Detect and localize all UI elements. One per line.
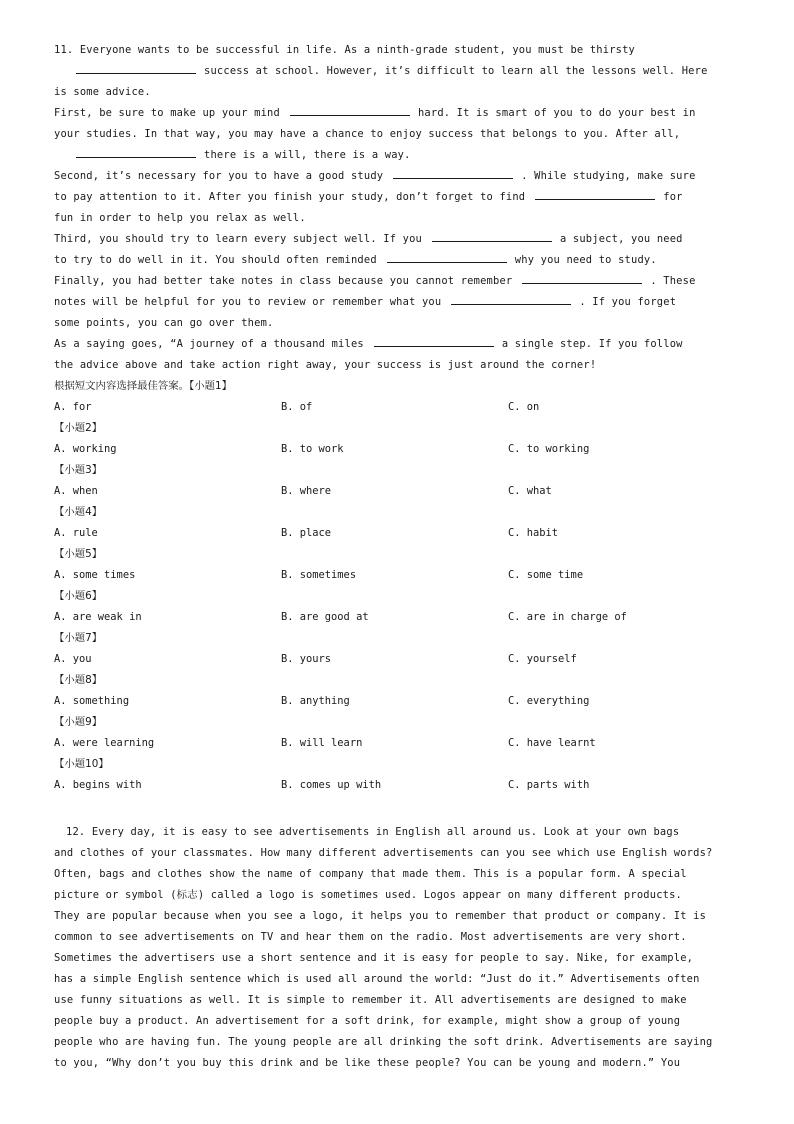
passage-line: your studies. In that way, you may have a chance to enjoy success that belongs to you. After all, bbox=[54, 128, 681, 140]
option-b[interactable]: B. yours bbox=[281, 653, 332, 665]
option-c[interactable]: C. some time bbox=[508, 569, 584, 581]
options-row-10 bbox=[54, 775, 754, 796]
instruction: 根据短文内容选择最佳答案。【小题1】 bbox=[54, 380, 233, 392]
options-row-3 bbox=[54, 481, 754, 502]
option-c[interactable]: C. what bbox=[508, 485, 552, 497]
passage-line: picture or symbol (标志) called a logo is sometimes used. Logos appear on many different products. bbox=[54, 889, 683, 901]
option-c[interactable]: C. parts with bbox=[508, 779, 590, 791]
blank-4 bbox=[393, 167, 513, 179]
option-c[interactable]: C. habit bbox=[508, 527, 559, 539]
passage-line: and clothes of your classmates. How many different advertisements can you see which use English words? bbox=[54, 847, 713, 859]
options-row-7 bbox=[54, 649, 754, 670]
blank-5 bbox=[535, 188, 655, 200]
options-row-9 bbox=[54, 733, 754, 754]
passage-line: Finally, you had better take notes in class because you cannot remember . These bbox=[54, 271, 754, 292]
option-c[interactable]: C. yourself bbox=[508, 653, 577, 665]
passage-line: some points, you can go over them. bbox=[54, 317, 274, 329]
blank-9 bbox=[451, 293, 571, 305]
passage-line: fun in order to help you relax as well. bbox=[54, 212, 306, 224]
passage-line: use funny situations as well. It is simple to remember it. All advertisements are designed to make bbox=[54, 994, 687, 1006]
option-c[interactable]: C. everything bbox=[508, 695, 590, 707]
option-a[interactable]: A. some times bbox=[54, 569, 136, 581]
option-b[interactable]: B. sometimes bbox=[281, 569, 357, 581]
passage-line: success at school. However, it’s difficult to learn all the lessons well. Here bbox=[54, 61, 754, 82]
option-b[interactable]: B. will learn bbox=[281, 737, 363, 749]
passage-line: 12. Every day, it is easy to see advertisements in English all around us. Look at your own bags bbox=[66, 826, 680, 838]
passage-line: common to see advertisements on TV and hear them on the radio. Most advertisements are very short. bbox=[54, 931, 687, 943]
option-b[interactable]: B. where bbox=[281, 485, 332, 497]
passage-line: to pay attention to it. After you finish your study, don’t forget to find for bbox=[54, 187, 754, 208]
option-a[interactable]: A. rule bbox=[54, 527, 98, 539]
subquestion-label-9: 【小题9】 bbox=[54, 716, 103, 728]
question-12 bbox=[54, 822, 754, 1074]
option-a[interactable]: A. are weak in bbox=[54, 611, 142, 623]
passage-line: to try to do well in it. You should often reminded why you need to study. bbox=[54, 250, 754, 271]
option-b[interactable]: B. comes up with bbox=[281, 779, 382, 791]
passage-line: notes will be helpful for you to review or remember what you . If you forget bbox=[54, 292, 754, 313]
passage-line: First, be sure to make up your mind hard. It is smart of you to do your best in bbox=[54, 103, 754, 124]
options-row-4 bbox=[54, 523, 754, 544]
option-a[interactable]: A. you bbox=[54, 653, 92, 665]
option-c[interactable]: C. to working bbox=[508, 443, 590, 455]
blank-10 bbox=[374, 335, 494, 347]
option-a[interactable]: A. working bbox=[54, 443, 117, 455]
blank-1 bbox=[76, 62, 196, 74]
subquestion-label-10: 【小题10】 bbox=[54, 758, 109, 770]
blank-8 bbox=[522, 272, 642, 284]
subquestion-label-5: 【小题5】 bbox=[54, 548, 103, 560]
option-c[interactable]: C. on bbox=[508, 401, 540, 413]
options-row-2 bbox=[54, 439, 754, 460]
subquestion-label-2: 【小题2】 bbox=[54, 422, 103, 434]
options-row-8 bbox=[54, 691, 754, 712]
passage-line: people buy a product. An advertisement for a soft drink, for example, might show a group of young bbox=[54, 1015, 681, 1027]
passage-line: there is a will, there is a way. bbox=[54, 145, 754, 166]
option-c[interactable]: C. have learnt bbox=[508, 737, 596, 749]
passage-line: Second, it’s necessary for you to have a good study . While studying, make sure bbox=[54, 166, 754, 187]
option-a[interactable]: A. begins with bbox=[54, 779, 142, 791]
option-a[interactable]: A. were learning bbox=[54, 737, 155, 749]
option-b[interactable]: B. of bbox=[281, 401, 313, 413]
option-b[interactable]: B. to work bbox=[281, 443, 344, 455]
passage-line: has a simple English sentence which is used all around the world: “Just do it.” Advertisements often bbox=[54, 973, 700, 985]
option-b[interactable]: B. place bbox=[281, 527, 332, 539]
option-a[interactable]: A. for bbox=[54, 401, 92, 413]
subquestion-label-8: 【小题8】 bbox=[54, 674, 103, 686]
passage-line: is some advice. bbox=[54, 86, 151, 98]
option-a[interactable]: A. something bbox=[54, 695, 130, 707]
options-row-6 bbox=[54, 607, 754, 628]
passage-line: Sometimes the advertisers use a short sentence and it is easy for people to say. Nike, for example, bbox=[54, 952, 694, 964]
subquestion-label-3: 【小题3】 bbox=[54, 464, 103, 476]
passage-line: to you, “Why don’t you buy this drink and be like these people? You can be young and modern.” You bbox=[54, 1057, 681, 1069]
passage-line: the advice above and take action right away, your success is just around the corner! bbox=[54, 359, 597, 371]
blank-2 bbox=[290, 104, 410, 116]
subquestion-label-7: 【小题7】 bbox=[54, 632, 103, 644]
blank-6 bbox=[432, 230, 552, 242]
blank-7 bbox=[387, 251, 507, 263]
passage-line: people who are having fun. The young people are all drinking the soft drink. Advertisements are saying bbox=[54, 1036, 713, 1048]
option-c[interactable]: C. are in charge of bbox=[508, 611, 627, 623]
options-row-5 bbox=[54, 565, 754, 586]
subquestion-label-6: 【小题6】 bbox=[54, 590, 103, 602]
passage-line: 11. Everyone wants to be successful in life. As a ninth-grade student, you must be thirsty bbox=[54, 44, 636, 56]
option-a[interactable]: A. when bbox=[54, 485, 98, 497]
blank-3 bbox=[76, 146, 196, 158]
passage-line: As a saying goes, “A journey of a thousand miles a single step. If you follow bbox=[54, 334, 754, 355]
option-b[interactable]: B. anything bbox=[281, 695, 350, 707]
passage-line: Often, bags and clothes show the name of company that made them. This is a popular form. A special bbox=[54, 868, 687, 880]
question-11 bbox=[54, 40, 754, 796]
option-b[interactable]: B. are good at bbox=[281, 611, 369, 623]
options-row-1 bbox=[54, 397, 754, 418]
passage-line: Third, you should try to learn every subject well. If you a subject, you need bbox=[54, 229, 754, 250]
passage-line: They are popular because when you see a logo, it helps you to remember that product or company. It is bbox=[54, 910, 707, 922]
subquestion-label-4: 【小题4】 bbox=[54, 506, 103, 518]
